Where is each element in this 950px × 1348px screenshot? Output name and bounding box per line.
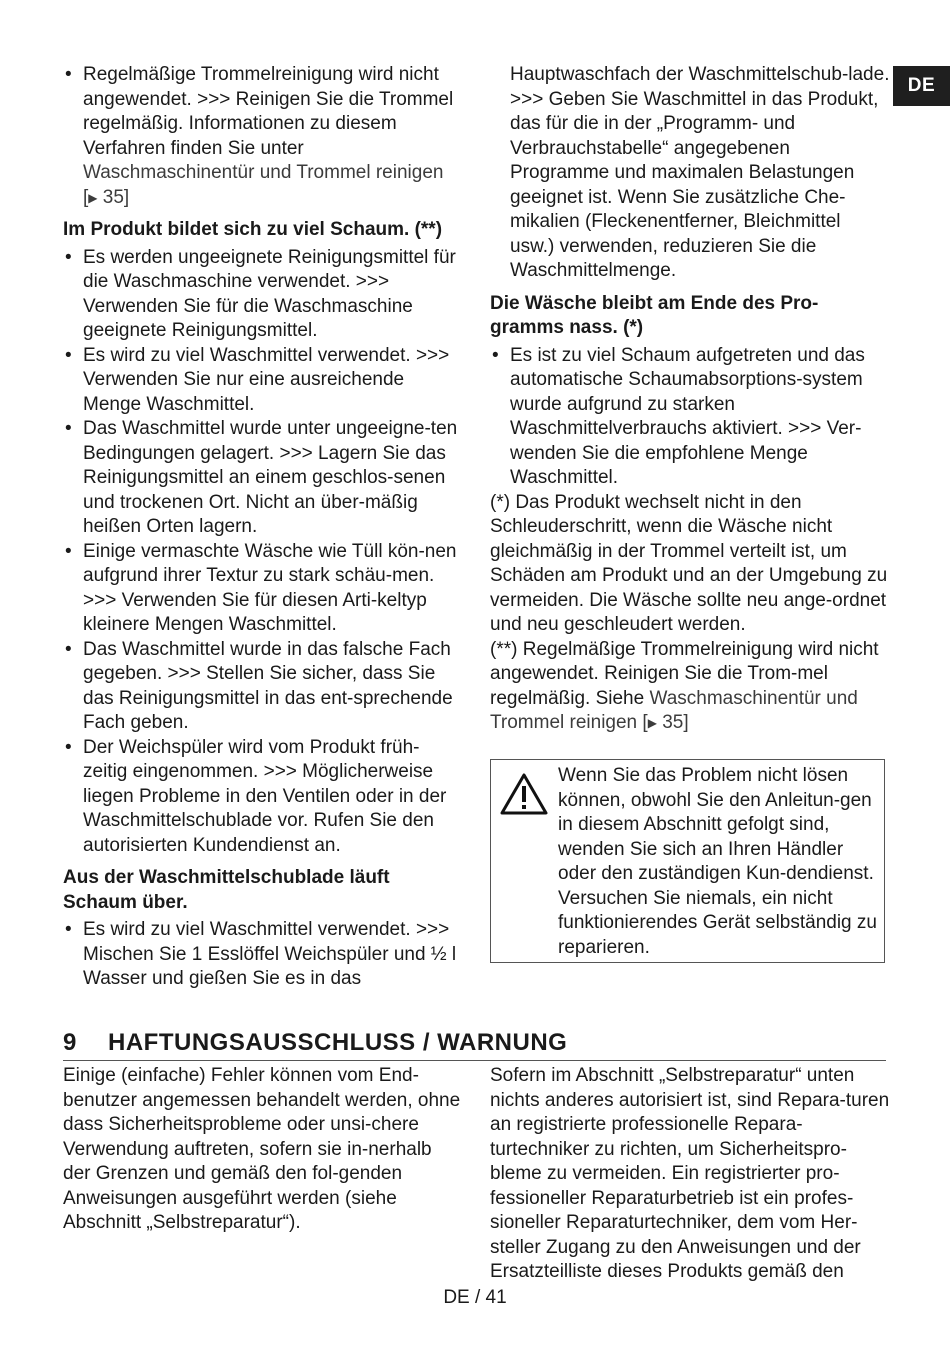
trouble-heading-overflow: Aus der Waschmittelschublade läuft Schaum über. <box>63 867 390 913</box>
list-item: • Einige vermaschte Wäsche wie Tüll kön-nen aufgrund ihrer Textur zu stark schäu-men. >>> Verwenden Sie für diesen Arti-keltyp kleinere Mengen Waschmittel. <box>63 540 463 638</box>
list-item: • Es ist zu viel Schaum aufgetreten und das automatische Schaumabsorptions-system wurde aufgrund zu starken Waschmittelverbrauchs aktiviert. >>> Ver-wenden Sie die empfohlene Menge Waschmittel. <box>490 344 890 491</box>
footnote-single-asterisk: (*) Das Produkt wechselt nicht in den Schleuderschritt, wenn die Wäsche nicht gleichmäßig in der Trommel verteilt ist, um Schäden am Produkt und an der Umgebung zu vermeiden. Die Wäsche sollte neu ange-ordnet und neu geschleudert werden. <box>490 491 888 635</box>
section-title: HAFTUNGSAUSSCHLUSS / WARNUNG <box>108 1029 568 1056</box>
page-reference: [▶ 35] <box>83 186 130 208</box>
bullet-list-wet-laundry <box>490 344 890 491</box>
cross-reference-link[interactable]: Waschmaschinentür und Trommel reinigen <box>490 687 858 733</box>
page-arrow-icon: ▶ <box>88 190 98 205</box>
page-arrow-icon: ▶ <box>647 716 657 730</box>
trouble-heading-foam: Im Produkt bildet sich zu viel Schaum. (**) <box>63 219 443 240</box>
list-item <box>63 63 463 210</box>
list-item: • Es werden ungeeignete Reinigungsmittel für die Waschmaschine verwendet. >>> Verwenden Sie für die Waschmaschine geeignete Reinigungsmittel. <box>63 246 463 344</box>
warning-box <box>490 759 885 963</box>
right-column <box>490 63 890 736</box>
trouble-heading-wet-laundry: Die Wäsche bleibt am Ende des Pro-gramms nass. (*) <box>490 292 819 338</box>
section-right-text: Sofern im Abschnitt „Selbstreparatur“ unten nichts anderes autorisiert ist, sind Repara-turen an registrierte professionelle Repara-turtechniker zu richten, um Sicherheitspro-bleme zu vermeiden. Ein registrierter pro-fessioneller Reparaturbetrieb ist ein profes-sioneller Reparaturtechniker, dem vom Her-steller Zugang zu den Anweisungen und der Ersatzteilliste dieses Produkts gemäß den <box>490 1065 890 1282</box>
left-column <box>63 63 463 992</box>
footnote-double-asterisk <box>490 638 890 736</box>
page-number: DE / 41 <box>443 1287 507 1308</box>
bullet-list-intro <box>63 63 463 210</box>
cross-reference-link[interactable]: Waschmaschinentür und Trommel reinigen <box>83 162 444 183</box>
list-item: • Es wird zu viel Waschmittel verwendet. >>> Mischen Sie 1 Esslöffel Weichspüler und ½ l Wasser und gießen Sie es in das <box>63 918 463 992</box>
section-number: 9 <box>63 1029 77 1056</box>
language-tab: DE <box>893 66 950 106</box>
warning-triangle-icon <box>499 772 549 816</box>
list-item: • Der Weichspüler wird vom Produkt früh-zeitig eingenommen. >>> Möglicherweise liegen Probleme in den Ventilen oder in der Waschmittelschublade vor. Rufen Sie den autorisierten Kundendienst an. <box>63 736 463 859</box>
section-left-text: Einige (einfache) Fehler können vom End-benutzer angemessen behandelt werden, ohne dass Sicherheitsprobleme oder unsi-chere Verwendung auftreten, sofern sie in-nerhalb der Grenzen und gemäß den fol-genden Anweisungen ausgeführt werden (siehe Abschnitt „Selbstreparatur“). <box>63 1065 461 1233</box>
footnote-text: (**) Regelmäßige Trommelreinigung wird nicht angewendet. Reinigen Sie die Trom-mel regelmäßig. Siehe <box>490 638 879 709</box>
page-reference: [▶ 35] <box>642 712 689 733</box>
list-item: • Das Waschmittel wurde in das falsche Fach gegeben. >>> Stellen Sie sicher, dass Sie das Reinigungsmittel in das ent-sprechende Fach geben. <box>63 638 463 736</box>
bullet-list-foam <box>63 246 463 859</box>
bullet-list-overflow <box>63 918 463 992</box>
section-heading <box>63 1028 886 1061</box>
list-item: • Das Waschmittel wurde unter ungeeigne-ten Bedingungen gelagert. >>> Lagern Sie das Reinigungsmittel an einem geschlos-senen und trockenen Ort. Nicht an über-mäßig heißen Orten lagern. <box>63 417 463 540</box>
list-item: • Es wird zu viel Waschmittel verwendet. >>> Verwenden Sie nur eine ausreichende Menge Waschmittel. <box>63 344 463 418</box>
continued-text: Hauptwaschfach der Waschmittelschub-lade. >>> Geben Sie Waschmittel in das Produkt, das für die in der „Programm- und Verbrauchstabelle“ angegebenen Programme und maximalen Belastungen geeignet ist. Wenn Sie zusätzliche Che-mikalien (Fleckenentferner, Bleichmittel usw.) verwenden, reduzieren Sie die Waschmittelmenge. <box>510 64 890 281</box>
warning-text: Wenn Sie das Problem nicht lösen können, obwohl Sie den Anleitun-gen in diesem Abschnitt gefolgt sind, wenden Sie sich an Ihren Händler oder den zuständigen Kun-dendienst. Versuchen Sie niemals, ein nicht funktionierendes Gerät selbständig zu reparieren. <box>558 765 877 958</box>
list-item-text: Regelmäßige Trommelreinigung wird nicht angewendet. >>> Reinigen Sie die Trommel regelmäßig. Informationen zu diesem Verfahren finden Sie unter <box>83 64 454 159</box>
